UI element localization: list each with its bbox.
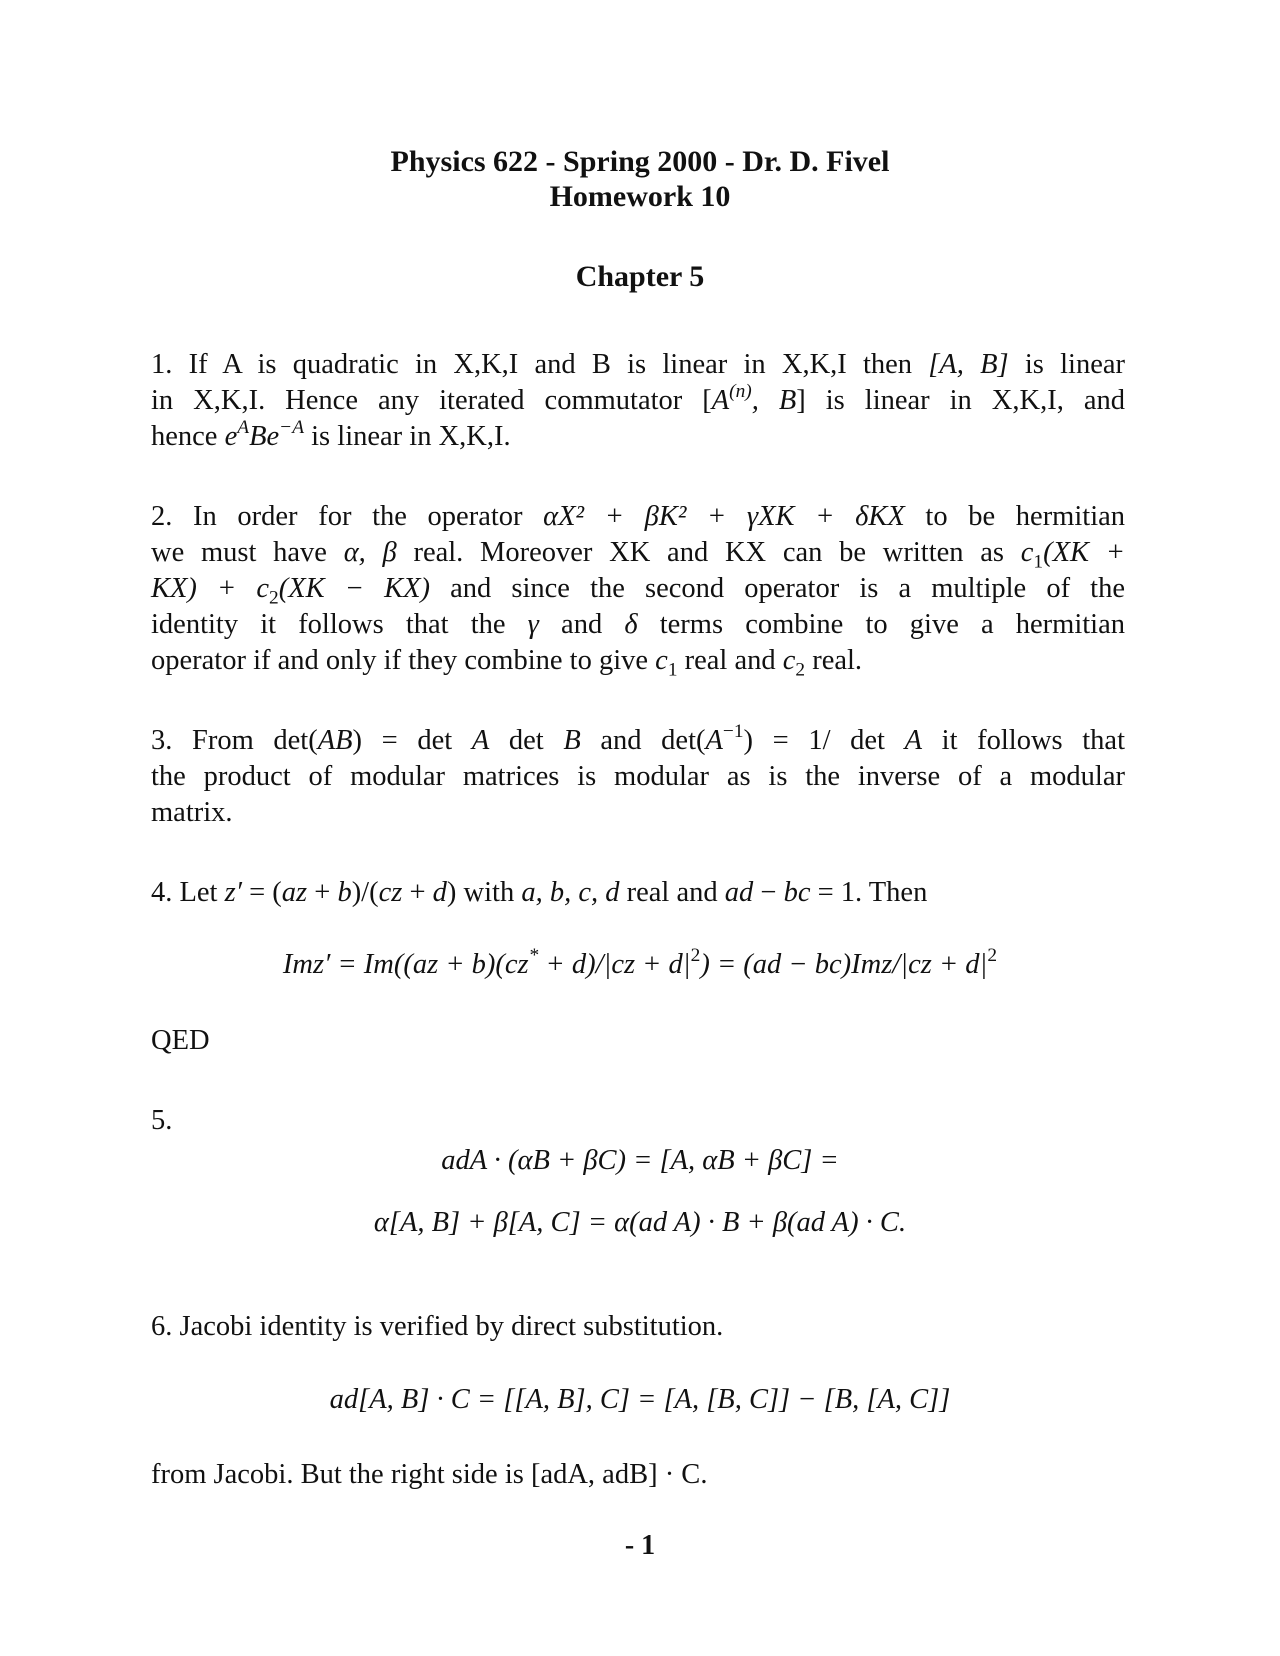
problem-2-line-2: we must have α, β real. Moreover XK and KX can be written as $c_1(XK$ +	[151, 537, 1125, 573]
problem-4-equation: $Imz' = Im((az + b)(cz^* + d)/|cz + d|^2) = (ad - bc)Imz/|cz + d|^2$	[282, 944, 998, 980]
problem-1-line-3: hence $e^ABe^{-A}$ is linear in X,K,I.	[151, 416, 511, 452]
problem-3-line-3: matrix.	[151, 797, 233, 828]
problem-4-line-1: 4. Let z′ = (az + b)/(cz + d) with a, b, c, d real and ad − bc = 1. Then	[151, 877, 928, 908]
qed-label: QED	[151, 1025, 210, 1056]
problem-6-line-1: 6. Jacobi identity is verified by direct substitution.	[151, 1311, 724, 1342]
document-title: Physics 622 - Spring 2000 - Dr. D. Fivel	[390, 145, 890, 178]
chapter-heading: Chapter 5	[575, 260, 705, 293]
problem-3-line-2: the product of modular matrices is modular as is the inverse of a modular	[151, 761, 1125, 792]
problem-5-number: 5.	[151, 1105, 173, 1136]
problem-5-equation-1: adA · (αB + βC) = [A, αB + βC] =	[441, 1145, 839, 1176]
problem-6-equation: ad[A, B] · C = [[A, B], C] = [A, [B, C]] − [B, [A, C]]	[329, 1384, 951, 1415]
problem-5-equation-2: α[A, B] + β[A, C] = α(ad A) · B + β(ad A) · C.	[373, 1207, 907, 1238]
problem-6-closing: from Jacobi. But the right side is [adA, adB] · C.	[151, 1459, 708, 1490]
problem-1-line-2: in X,K,I. Hence any iterated commutator [$A^{(n)}$, B] is linear in X,K,I, and	[151, 380, 1125, 416]
page-number: - 1	[624, 1530, 656, 1561]
problem-2-line-3: $KX) + c_2(XK - KX)$ and since the second operator is a multiple of the	[151, 573, 1126, 609]
problem-2-line-5: operator if and only if they combine to give $c_1$ real and $c_2$ real.	[151, 645, 863, 681]
problem-1-line-1: 1. If A is quadratic in X,K,I and B is linear in X,K,I then [A, B] is linear	[151, 349, 1125, 380]
problem-3-line-1: 3. From det(AB) = det A det B and $\det(A^{-1}) = 1/$ det A it follows that	[151, 720, 1125, 756]
problem-2-line-1: 2. In order for the operator αX² + βK² + γXK + δKX to be hermitian	[151, 501, 1126, 532]
document-subtitle: Homework 10	[549, 180, 731, 213]
problem-2-line-4: identity it follows that the γ and δ terms combine to give a hermitian	[151, 609, 1125, 640]
